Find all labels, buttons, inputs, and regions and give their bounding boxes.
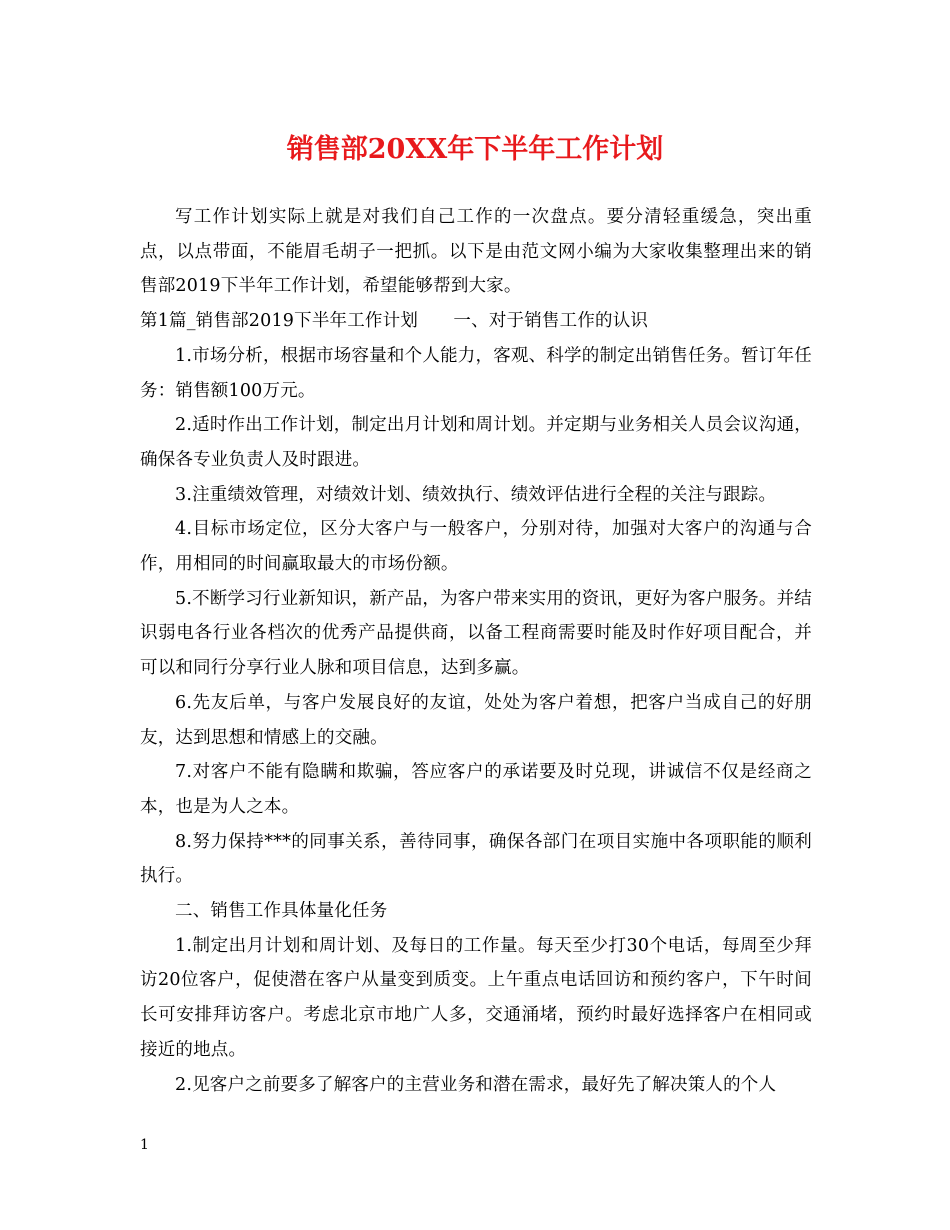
- paragraph-item: 1.制定出月计划和周计划、及每日的工作量。每天至少打30个电话，每周至少拜访20位客户，促使潜在客户从量变到质变。上午重点电话回访和预约客户，下午时间长可安排拜访客户。考虑北京市地广人多，交通涌堵，预约时最好选择客户在相同或接近的地点。: [140, 935, 812, 1060]
- paragraph-section-heading-2: 二、销售工作具体量化任务: [175, 901, 388, 922]
- document-title: 销售部20XX年下半年工作计划: [286, 134, 664, 165]
- paragraph-section-heading: 第1篇_销售部2019下半年工作计划 一、对于销售工作的认识: [140, 311, 649, 332]
- page-number: 1: [140, 1137, 149, 1153]
- paragraph-item: 2.见客户之前要多了解客户的主营业务和潜在需求，最好先了解决策人的个人: [175, 1074, 777, 1095]
- paragraph-item: 4.目标市场定位，区分大客户与一般客户，分别对待，加强对大客户的沟通与合作，用相同的时间赢取最大的市场份额。: [140, 519, 812, 575]
- paragraph-item: 8.努力保持***的同事关系，善待同事，确保各部门在项目实施中各项职能的顺利执行。: [140, 831, 812, 887]
- document-body: [140, 200, 812, 1102]
- paragraph-item: 2.适时作出工作计划，制定出月计划和周计划。并定期与业务相关人员会议沟通，确保各专业负责人及时跟进。: [140, 415, 812, 470]
- paragraph-item: 5.不断学习行业新知识，新产品，为客户带来实用的资讯，更好为客户服务。并结识弱电各行业各档次的优秀产品提供商，以备工程商需要时能及时作好项目配合，并可以和同行分享行业人脉和项目信息，达到多赢。: [140, 588, 812, 679]
- paragraph-item: 1.市场分析，根据市场容量和个人能力，客观、科学的制定出销售任务。暂订年任务：销售额100万元。: [140, 345, 812, 401]
- paragraph-item: 6.先友后单，与客户发展良好的友谊，处处为客户着想，把客户当成自己的好朋友，达到思想和情感上的交融。: [140, 692, 812, 748]
- paragraph-item: 3.注重绩效管理，对绩效计划、绩效执行、绩效评估进行全程的关注与跟踪。: [175, 484, 777, 505]
- paragraph-item: 7.对客户不能有隐瞒和欺骗，答应客户的承诺要及时兑现，讲诚信不仅是经商之本，也是为人之本。: [140, 762, 812, 817]
- paragraph-intro: 写工作计划实际上就是对我们自己工作的一次盘点。要分清轻重缓急，突出重点，以点带面，不能眉毛胡子一把抓。以下是由范文网小编为大家收集整理出来的销售部2019下半年工作计划，希望能够帮到大家。: [140, 207, 812, 297]
